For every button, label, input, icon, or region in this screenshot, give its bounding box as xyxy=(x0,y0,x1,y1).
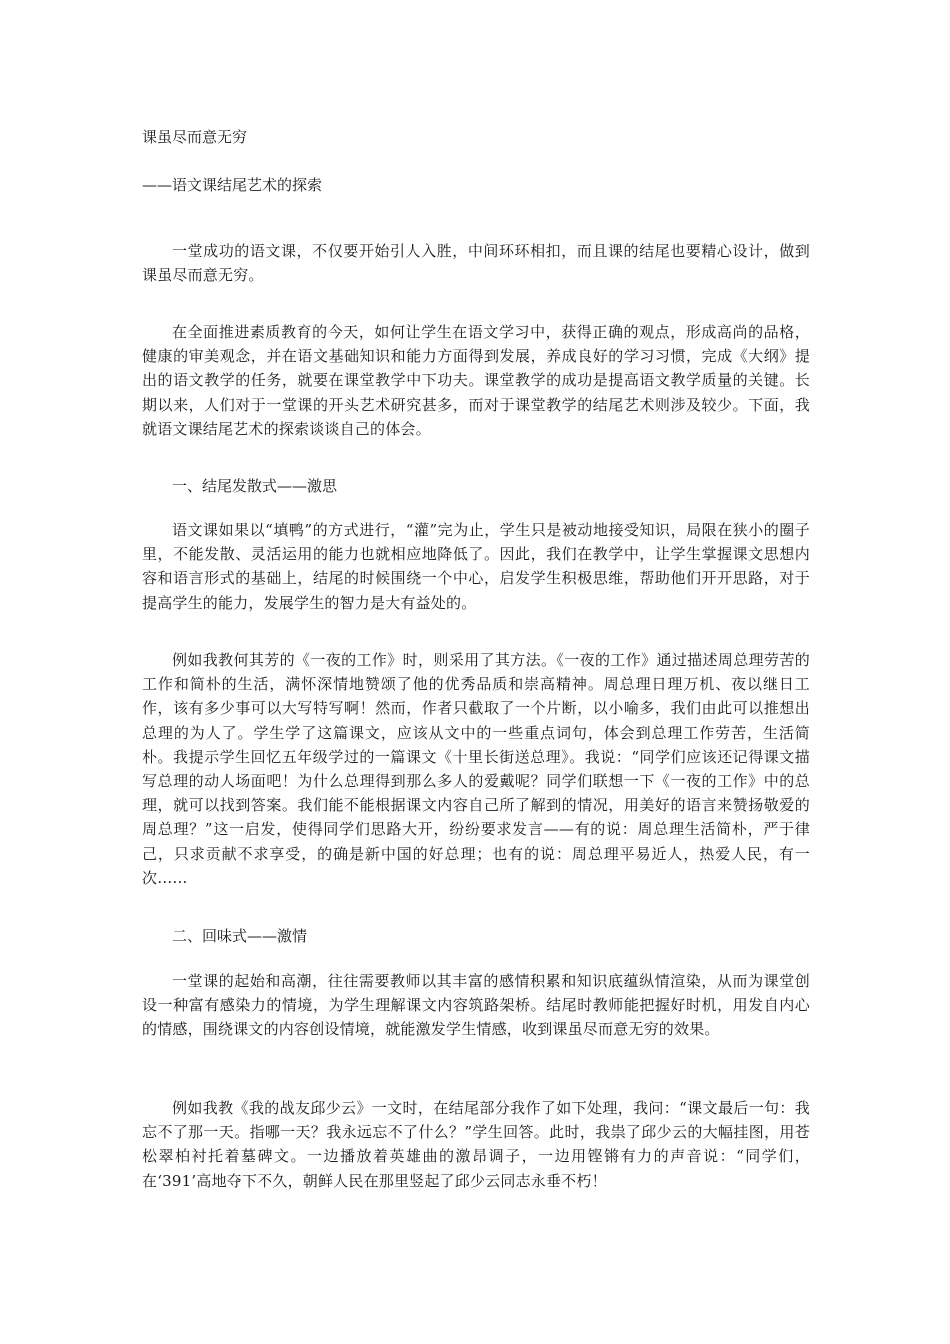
document-subtitle: ——语文课结尾艺术的探索 xyxy=(142,176,323,194)
section2-paragraph-1: 一堂课的起始和高潮，往往需要教师以其丰富的感情积累和知识底蕴纵情渲染，从而为课堂创设一种富有感染力的情境，为学生理解课文内容筑路架桥。结尾时教师能把握好时机，用发自内心的情感，围绕课文的内容创设情境，就能激发学生情感，收到课虽尽而意无穷的效果。 xyxy=(142,972,810,1039)
section1-paragraph-1: 语文课如果以“填鸭”的方式进行，“灌”完为止，学生只是被动地接受知识，局限在狭小的圈子里，不能发散、灵活运用的能力也就相应地降低了。因此，我们在教学中，让学生掌握课文思想内容和语言形式的基础上，结尾的时候围绕一个中心，启发学生积极思维，帮助他们开开思路，对于提高学生的能力，发展学生的智力是大有益处的。 xyxy=(142,521,810,612)
section2-paragraph-2: 例如我教《我的战友邱少云》一文时，在结尾部分我作了如下处理，我问：“课文最后一句：我忘不了那一天。指哪一天？我永远忘不了什么？”学生回答。此时，我祟了邱少云的大幅挂图，用苍松翠柏衬托着墓碑文。一边播放着英雄曲的激昂调子，一边用铿锵有力的声音说：“同学们，在‘391’高地夺下不久，朝鲜人民在那里竖起了邱少云同志永垂不朽！ xyxy=(142,1099,810,1190)
section-heading-2: 二、回味式——激情 xyxy=(172,927,308,945)
section1-paragraph-2: 例如我教何其芳的《一夜的工作》时，则采用了其方法。《一夜的工作》通过描述周总理劳苦的工作和简朴的生活，满怀深情地赞颂了他的优秀品质和崇高精神。周总理日理万机、夜以继日工作，该有多少事可以大写特写啊！然而，作者只截取了一个片断，以小喻多，我们由此可以推想出总理的为人了。学生学了这篇课文，应该从文中的一些重点词句，体会到总理工作劳苦，生活简朴。我提示学生回忆五年级学过的一篇课文《十里长街送总理》。我说：“同学们应该还记得课文描写总理的动人场面吧！为什么总理得到那么多人的爱戴呢？同学们联想一下《一夜的工作》中的总理，就可以找到答案。我们能不能根据课文内容自己所了解到的情况，用美好的语言来赞扬敬爱的周总理？”这一启发，使得同学们思路大开，纷纷要求发言——有的说：周总理生活简朴，严于律己，只求贡献不求享受，的确是新中国的好总理；也有的说：周总理平易近人，热爱人民，有一次…… xyxy=(142,651,810,887)
document-title: 课虽尽而意无穷 xyxy=(142,128,248,146)
background-paragraph: 在全面推进素质教育的今天，如何让学生在语文学习中，获得正确的观点，形成高尚的品格，健康的审美观念，并在语文基础知识和能力方面得到发展，养成良好的学习习惯，完成《大纲》提出的语文教学的任务，就要在课堂教学中下功夫。课堂教学的成功是提高语文教学质量的关键。长期以来，人们对于一堂课的开头艺术研究甚多，而对于课堂教学的结尾艺术则涉及较少。下面，我就语文课结尾艺术的探索谈谈自己的体会。 xyxy=(142,323,810,438)
section-heading-1: 一、结尾发散式——激思 xyxy=(172,477,338,495)
intro-paragraph: 一堂成功的语文课，不仅要开始引人入胜，中间环环相扣，而且课的结尾也要精心设计，做到课虽尽而意无穷。 xyxy=(142,242,810,285)
